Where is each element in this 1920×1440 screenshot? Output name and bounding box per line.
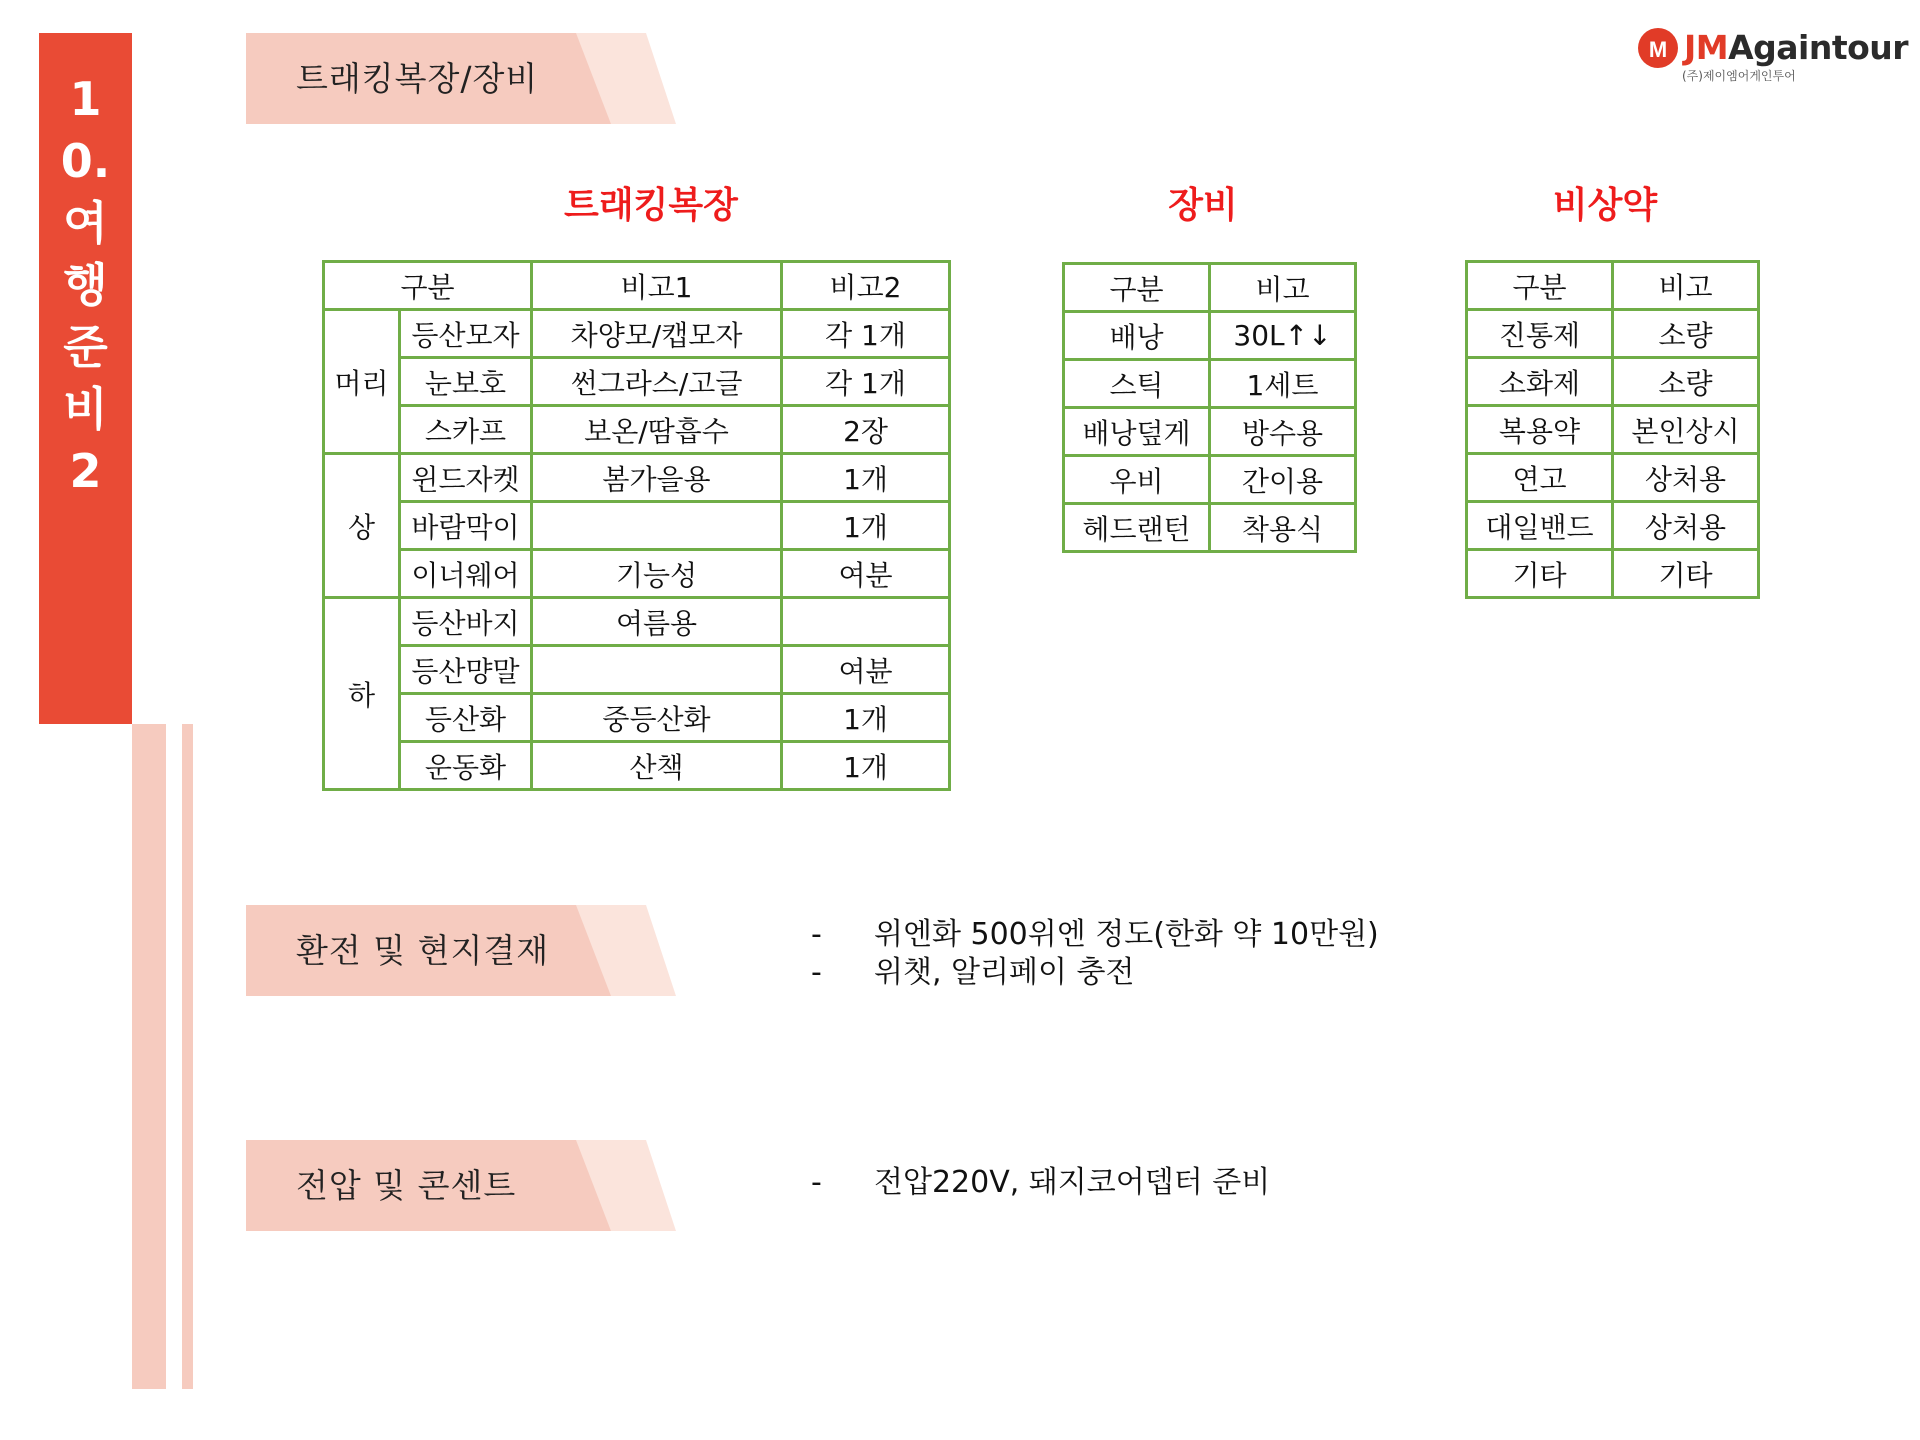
note1-cell [532,502,782,550]
table-row [1064,360,1356,408]
equipment-table [1062,262,1357,553]
header-cell: 구분 [324,262,532,310]
banner-label: 트래킹복장/장비 [296,59,539,98]
table-row [1467,550,1759,598]
note2-cell [782,598,950,646]
item-cell: 우비 [1064,456,1210,504]
note2-cell: 1개 [782,694,950,742]
table-row [1064,504,1356,552]
company-logo [1634,26,1909,86]
item-cell: 스틱 [1064,360,1210,408]
table-row [1064,408,1356,456]
note2-cell: 각 1개 [782,310,950,358]
bullet-text: 전압220V, 돼지코어뎁터 준비 [874,1165,1271,1200]
banner-voltage [246,1140,676,1231]
note1-cell [532,646,782,694]
table-row [324,358,950,406]
header-cell: 비고1 [532,262,782,310]
note2-cell: 1개 [782,454,950,502]
bullet-dash: - [811,955,822,990]
header-cell: 비고 [1613,262,1759,310]
section-title-char: 여 [63,196,108,250]
note1-cell: 보온/땀흡수 [532,406,782,454]
table-row [324,310,950,358]
note-cell: 착용식 [1210,504,1356,552]
item-cell: 연고 [1467,454,1613,502]
note-cell: 상처용 [1613,454,1759,502]
item-cell: 등산먕말 [400,646,532,694]
table-row [1467,358,1759,406]
decorative-stripe [182,724,193,1389]
note-cell: 30L↑↓ [1210,312,1356,360]
note2-cell: 1개 [782,742,950,790]
item-cell: 대일밴드 [1467,502,1613,550]
item-cell: 배낭덮게 [1064,408,1210,456]
table-row [1064,312,1356,360]
item-cell: 눈보호 [400,358,532,406]
decorative-stripe [132,724,166,1389]
medicine-table [1465,260,1760,599]
bullet-dash: - [811,1165,822,1200]
bullet-text: 위엔화 500위엔 정도(한화 약 10만원) [874,917,1379,952]
svg-text:M: M [1648,37,1668,62]
item-cell: 배낭 [1064,312,1210,360]
table-row [1467,454,1759,502]
note1-cell: 중등산화 [532,694,782,742]
banner-label: 환전 및 현지결재 [296,931,550,970]
note-cell: 소량 [1613,310,1759,358]
table-row [1467,406,1759,454]
table-row [324,550,950,598]
item-cell: 소화제 [1467,358,1613,406]
item-cell: 스카프 [400,406,532,454]
item-cell: 헤드랜턴 [1064,504,1210,552]
section-title-char: 0. [60,134,111,188]
section-title-char: 2 [69,444,102,498]
item-cell: 등산화 [400,694,532,742]
note1-cell: 산책 [532,742,782,790]
item-cell: 운동화 [400,742,532,790]
section-title-char: 1 [69,72,102,126]
table-row [324,454,950,502]
clothing-heading: 트래킹복장 [564,185,738,226]
section-title-tab [39,33,132,724]
note-cell: 본인상시 [1613,406,1759,454]
item-cell: 진통제 [1467,310,1613,358]
note-cell: 상처용 [1613,502,1759,550]
table-header-row [1064,264,1356,312]
item-cell: 기타 [1467,550,1613,598]
logo-jm: JM [1684,28,1729,67]
note-cell: 기타 [1613,550,1759,598]
note-cell: 간이용 [1210,456,1356,504]
group-cell: 머리 [324,310,400,454]
item-cell: 이너웨어 [400,550,532,598]
note1-cell: 차양모/캡모자 [532,310,782,358]
header-cell: 구분 [1064,264,1210,312]
note-cell: 소량 [1613,358,1759,406]
note2-cell: 여뷴 [782,646,950,694]
section-title-char: 준 [63,320,108,374]
table-row [1467,502,1759,550]
banner-label: 전압 및 콘센트 [296,1166,517,1205]
table-header-row [324,262,950,310]
note2-cell: 2장 [782,406,950,454]
note1-cell: 봄가을용 [532,454,782,502]
table-row [324,406,950,454]
note1-cell: 썬그라스/고글 [532,358,782,406]
table-row [324,502,950,550]
table-row [1467,310,1759,358]
clothing-table [322,260,951,791]
section-title-char: 행 [63,258,108,312]
note2-cell: 1개 [782,502,950,550]
group-cell: 상 [324,454,400,598]
bullet-text: 위챗, 알리페이 충전 [874,955,1135,990]
equipment-heading: 장비 [1168,185,1238,226]
logo-subtitle: (주)제이엠어게인투어 [1682,69,1796,83]
note1-cell: 기능성 [532,550,782,598]
note-cell: 방수용 [1210,408,1356,456]
table-row [324,742,950,790]
table-row [324,694,950,742]
logo-mark-icon [1634,26,1682,74]
item-cell: 등산모자 [400,310,532,358]
table-row [324,646,950,694]
banner-currency [246,905,676,996]
table-row [1064,456,1356,504]
note-cell: 1세트 [1210,360,1356,408]
header-cell: 비고 [1210,264,1356,312]
section-title [39,68,132,502]
logo-name: Againtour [1728,28,1909,67]
group-cell: 하 [324,598,400,790]
note2-cell: 각 1개 [782,358,950,406]
table-header-row [1467,262,1759,310]
item-cell: 바람막이 [400,502,532,550]
logo-wordmark [1684,26,1908,70]
item-cell: 복용약 [1467,406,1613,454]
note1-cell: 여름용 [532,598,782,646]
item-cell: 등산바지 [400,598,532,646]
banner-gear [246,33,676,124]
note2-cell: 여분 [782,550,950,598]
item-cell: 윈드자켓 [400,454,532,502]
table-row [324,598,950,646]
bullet-dash: - [811,917,822,952]
header-cell: 비고2 [782,262,950,310]
medicine-heading: 비상약 [1552,185,1658,226]
header-cell: 구분 [1467,262,1613,310]
section-title-char: 비 [63,382,108,436]
